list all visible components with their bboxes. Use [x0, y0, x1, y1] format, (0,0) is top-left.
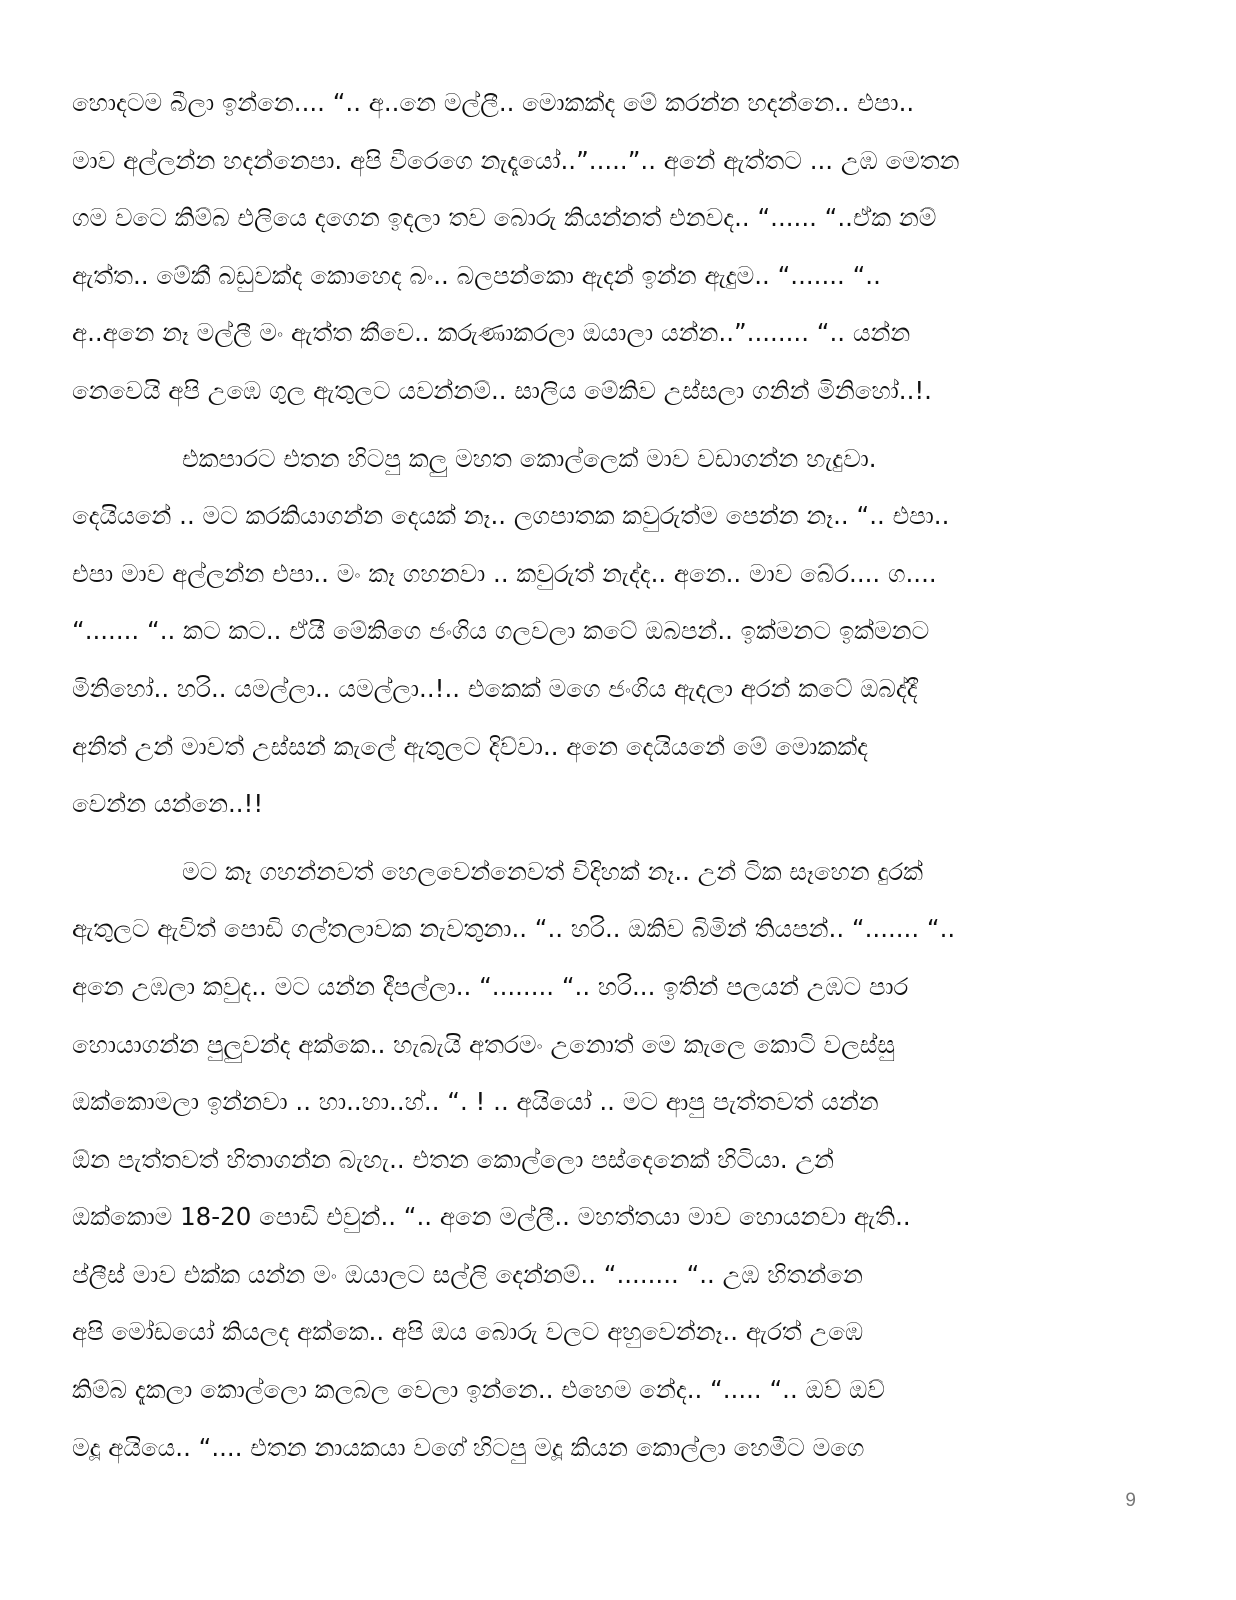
- text-line: ඔක්කොම 18-20 පොඩි එවුන්.. “.. අනෙ මල්ලී.. මහත්තයා මාව හොයනවා ඇති..: [72, 1202, 911, 1232]
- text-line: හොයාගන්න පුලුවන්ද අක්කෙ.. හැබැයි අතරමං උනොත් මෙ කැලෙ කොටි වලස්සු: [72, 1029, 896, 1059]
- text-line: අනෙ උඹලා කවුද.. මට යන්න දීපල්ලා.. “........ “.. හරි... ඉතින් පලයන් උඹට පාර: [72, 971, 909, 1001]
- text-line: වෙන්න යන්නෙ..!!: [72, 789, 264, 819]
- text-line: දෙයියනේ .. මට කරකියාගන්න දෙයක් නෑ.. ලගපාතක කවුරුත්ම පෙන්න නෑ.. “.. එපා..: [72, 501, 950, 531]
- text-line: මිනිහෝ.. හරි.. යමල්ලා.. යමල්ලා..!.. එකෙක් මගෙ ජංගිය ඇදලා අරන් කටේ ඔබද්දී: [72, 673, 918, 703]
- text-line: හොදටම බීලා ඉන්නෙ.... “.. අ..නෙ මල්ලී.. මොකක්ද මේ කරන්න හදන්නෙ.. එපා..: [72, 88, 915, 117]
- text-line: ඕන පැත්තවත් හිතාගන්න බැහැ.. එතන කොල්ලො පස්දෙනෙක් හිටියා. උන්: [72, 1144, 834, 1174]
- text-line: අනිත් උන් මාවත් උස්සන් කැලේ ඇතුලට දිව්වා.. අනෙ දෙයියනේ මේ මොකක්ද: [72, 731, 869, 761]
- paragraph-1: [72, 74, 1162, 420]
- text-line: අ..අනෙ නෑ මල්ලී මං ඇත්ත කීවෙ.. කරුණාකරලා ඔයාලා යන්න..”........ “.. යන්න: [72, 318, 911, 348]
- text-line: අපි මෝඩයෝ කියලද අක්කෙ.. අපි ඔය බොරු වලට අහුවෙන්නෑ.. ඇරත් උඹෙ: [72, 1317, 864, 1347]
- text-line: ඇතුලට ඇවිත් පොඩි ගල්තලාවක නැවතුනා.. “.. හරි.. ඔකිව බිමින් තියපන්.. “....... “..: [72, 914, 956, 944]
- page-number: 9: [1125, 1490, 1136, 1511]
- body-text: [72, 74, 1162, 1476]
- text-line: මදූ අයියෙ.. “.... එතන නායකයා වගේ හිටපු මදූ කියන කොල්ලා හෙමීට මගෙ: [72, 1432, 865, 1462]
- text-line: ප්ලීස් මාව එක්ක යන්න මං ඔයාලට සල්ලි දෙන්නම්.. “........ “.. උඹ හිතන්නෙ: [72, 1259, 863, 1289]
- text-line: නෙවෙයි අපි උඹෙ ගුල ඇතුලට යවන්නම්.. සාලිය මේකිව උස්සලා ගනින් මිනිහෝ..!.: [72, 375, 932, 405]
- paragraph-2: [72, 430, 1162, 833]
- text-line: එපා මාව අල්ලන්න එපා.. මං කෑ ගහනවා .. කවුරුත් නැද්ද.. අනෙ.. මාව බේර.... ග....: [72, 558, 937, 588]
- text-line: ඇත්ත.. මේකී බඩුවක්ද කොහෙද බං.. බලපන්කො ඇදන් ඉන්න ඇදුම.. “....... “..: [72, 260, 881, 290]
- text-line: එකපාරට එතන හිටපු කලු මහත කොල්ලෙක් මාව වඩාගන්න හැදුවා.: [182, 443, 877, 473]
- text-line: ඔක්කොමලා ඉන්නවා .. හා..හා..හ්.. “. ! .. අයියෝ .. මට ආපු පැත්තවත් යන්න: [72, 1087, 879, 1117]
- text-line: මාව අල්ලන්න හදන්නෙපා. අපි වීරෙගෙ නැදෑයෝ..”.....”.. අනේ ඇත්තට ... උඹ මෙතන: [72, 145, 960, 175]
- text-line: ගම වටෙ කිම්බ එලියෙ දගෙන ඉදලා තව බොරු කියන්නත් එනවද.. “...... “..ඒක නම්: [72, 203, 937, 233]
- paragraph-3: [72, 843, 1162, 1477]
- text-line: “....... “.. කට කට.. ඒයී මේකිගෙ ජංගිය ගලවලා කටේ ඔබපන්.. ඉක්මනට ඉක්මනට: [72, 616, 930, 646]
- text-line: කිම්බ දැකලා කොල්ලො කලබල වෙලා ඉන්නෙ.. එහෙම නේද.. “..... “.. ඔව් ඔව්: [72, 1375, 885, 1405]
- text-line: මට කෑ ගහන්නවත් හෙලවෙන්නෙවත් විදිහක් නෑ.. උන් ටික සෑහෙන දුරක්: [182, 856, 924, 886]
